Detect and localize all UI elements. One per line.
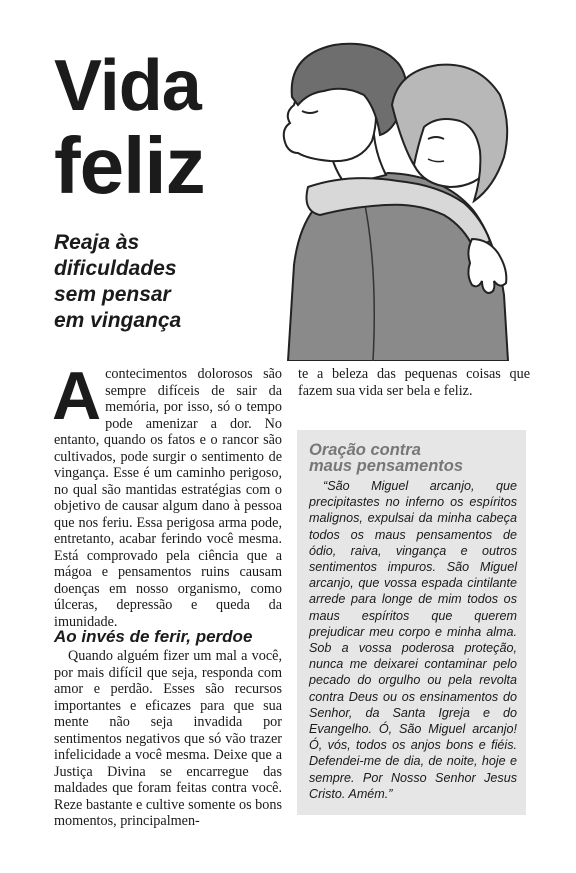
subtitle-line: sem pensar — [54, 283, 171, 306]
prayer-title-line: Oração contra — [309, 441, 421, 459]
subtitle-line: em vingança — [54, 309, 182, 332]
continuation-paragraph: te a beleza das pequenas coisas que fazem sua vida ser bela e feliz. — [298, 366, 530, 399]
intro-paragraph: contecimentos dolorosos são sempre difíceis de sair da memória, por isso, só o tempo pode amenizar a dor. No entanto, quando os fatos e o rancor são cultivados, pode surgir o sentimento de vingança. Esse é um caminho perigoso, no qual são mantidas estratégias com o objetivo de causar algum dano à pessoa que nos feriu. Essa perigosa arma pode, entretanto, acabar ferindo você mesma. Está comprovado pela ciência que a mágoa e pensamentos ruins causam doenças em nosso organismo, como úlceras, depressão e queda da imunidade. — [54, 366, 282, 630]
prayer-box — [297, 430, 526, 815]
drop-cap: A — [52, 358, 102, 434]
intro-column — [52, 358, 282, 630]
subtitle-line: Reaja às — [54, 231, 140, 254]
section-heading: Ao invés de ferir, perdoe — [54, 627, 253, 646]
prayer-text: “São Miguel arcanjo, que precipitastes no inferno os espíritos malignos, expulsai da minha cabeça todos os maus pensamentos de ódio, raiva, vingança e outros sentimentos impuros. São Miguel arcanjo, que vossa espada cintilante arrede para longe de mim todos os maus espíritos que querem prejudicar meu corpo e minha alma. Sob a vossa poderosa proteção, nunca me deixarei contaminar pelo pecado do orgulho ou pela revolta contra Deus ou os ensinamentos do Senhor, da Santa Igreja e do Evangelho. Ó, São Miguel arcanjo! Ó, vós, todos os anjos bons e fiéis. Defendei-me de dia, de noite, hoje e sempre. Por Nosso Senhor Jesus Cristo. Amém.” — [309, 479, 517, 801]
section-column — [54, 648, 282, 830]
couple-hug-illustration — [268, 35, 512, 361]
subtitle-line: dificuldades — [54, 257, 177, 280]
continuation-column — [298, 366, 530, 399]
subtitle — [54, 230, 264, 334]
prayer-title-line: maus pensamentos — [309, 457, 464, 475]
prayer-title — [309, 442, 519, 474]
section-paragraph: Quando alguém fizer um mal a você, por mais difícil que seja, responda com amor e perdão. Esses são recursos importantes e eficazes para que sua mente não seja invadida por sentimentos negativos que só vão trazer infelicidade a você mesma. Deixe que a Justiça Divina se encarregue das maldades que foram feitas contra você. Reze bastante e cultive somente os bons momentos, principalmen- — [54, 648, 282, 829]
title-line-2: feliz — [54, 121, 205, 210]
title-line-1: Vida — [54, 46, 201, 126]
